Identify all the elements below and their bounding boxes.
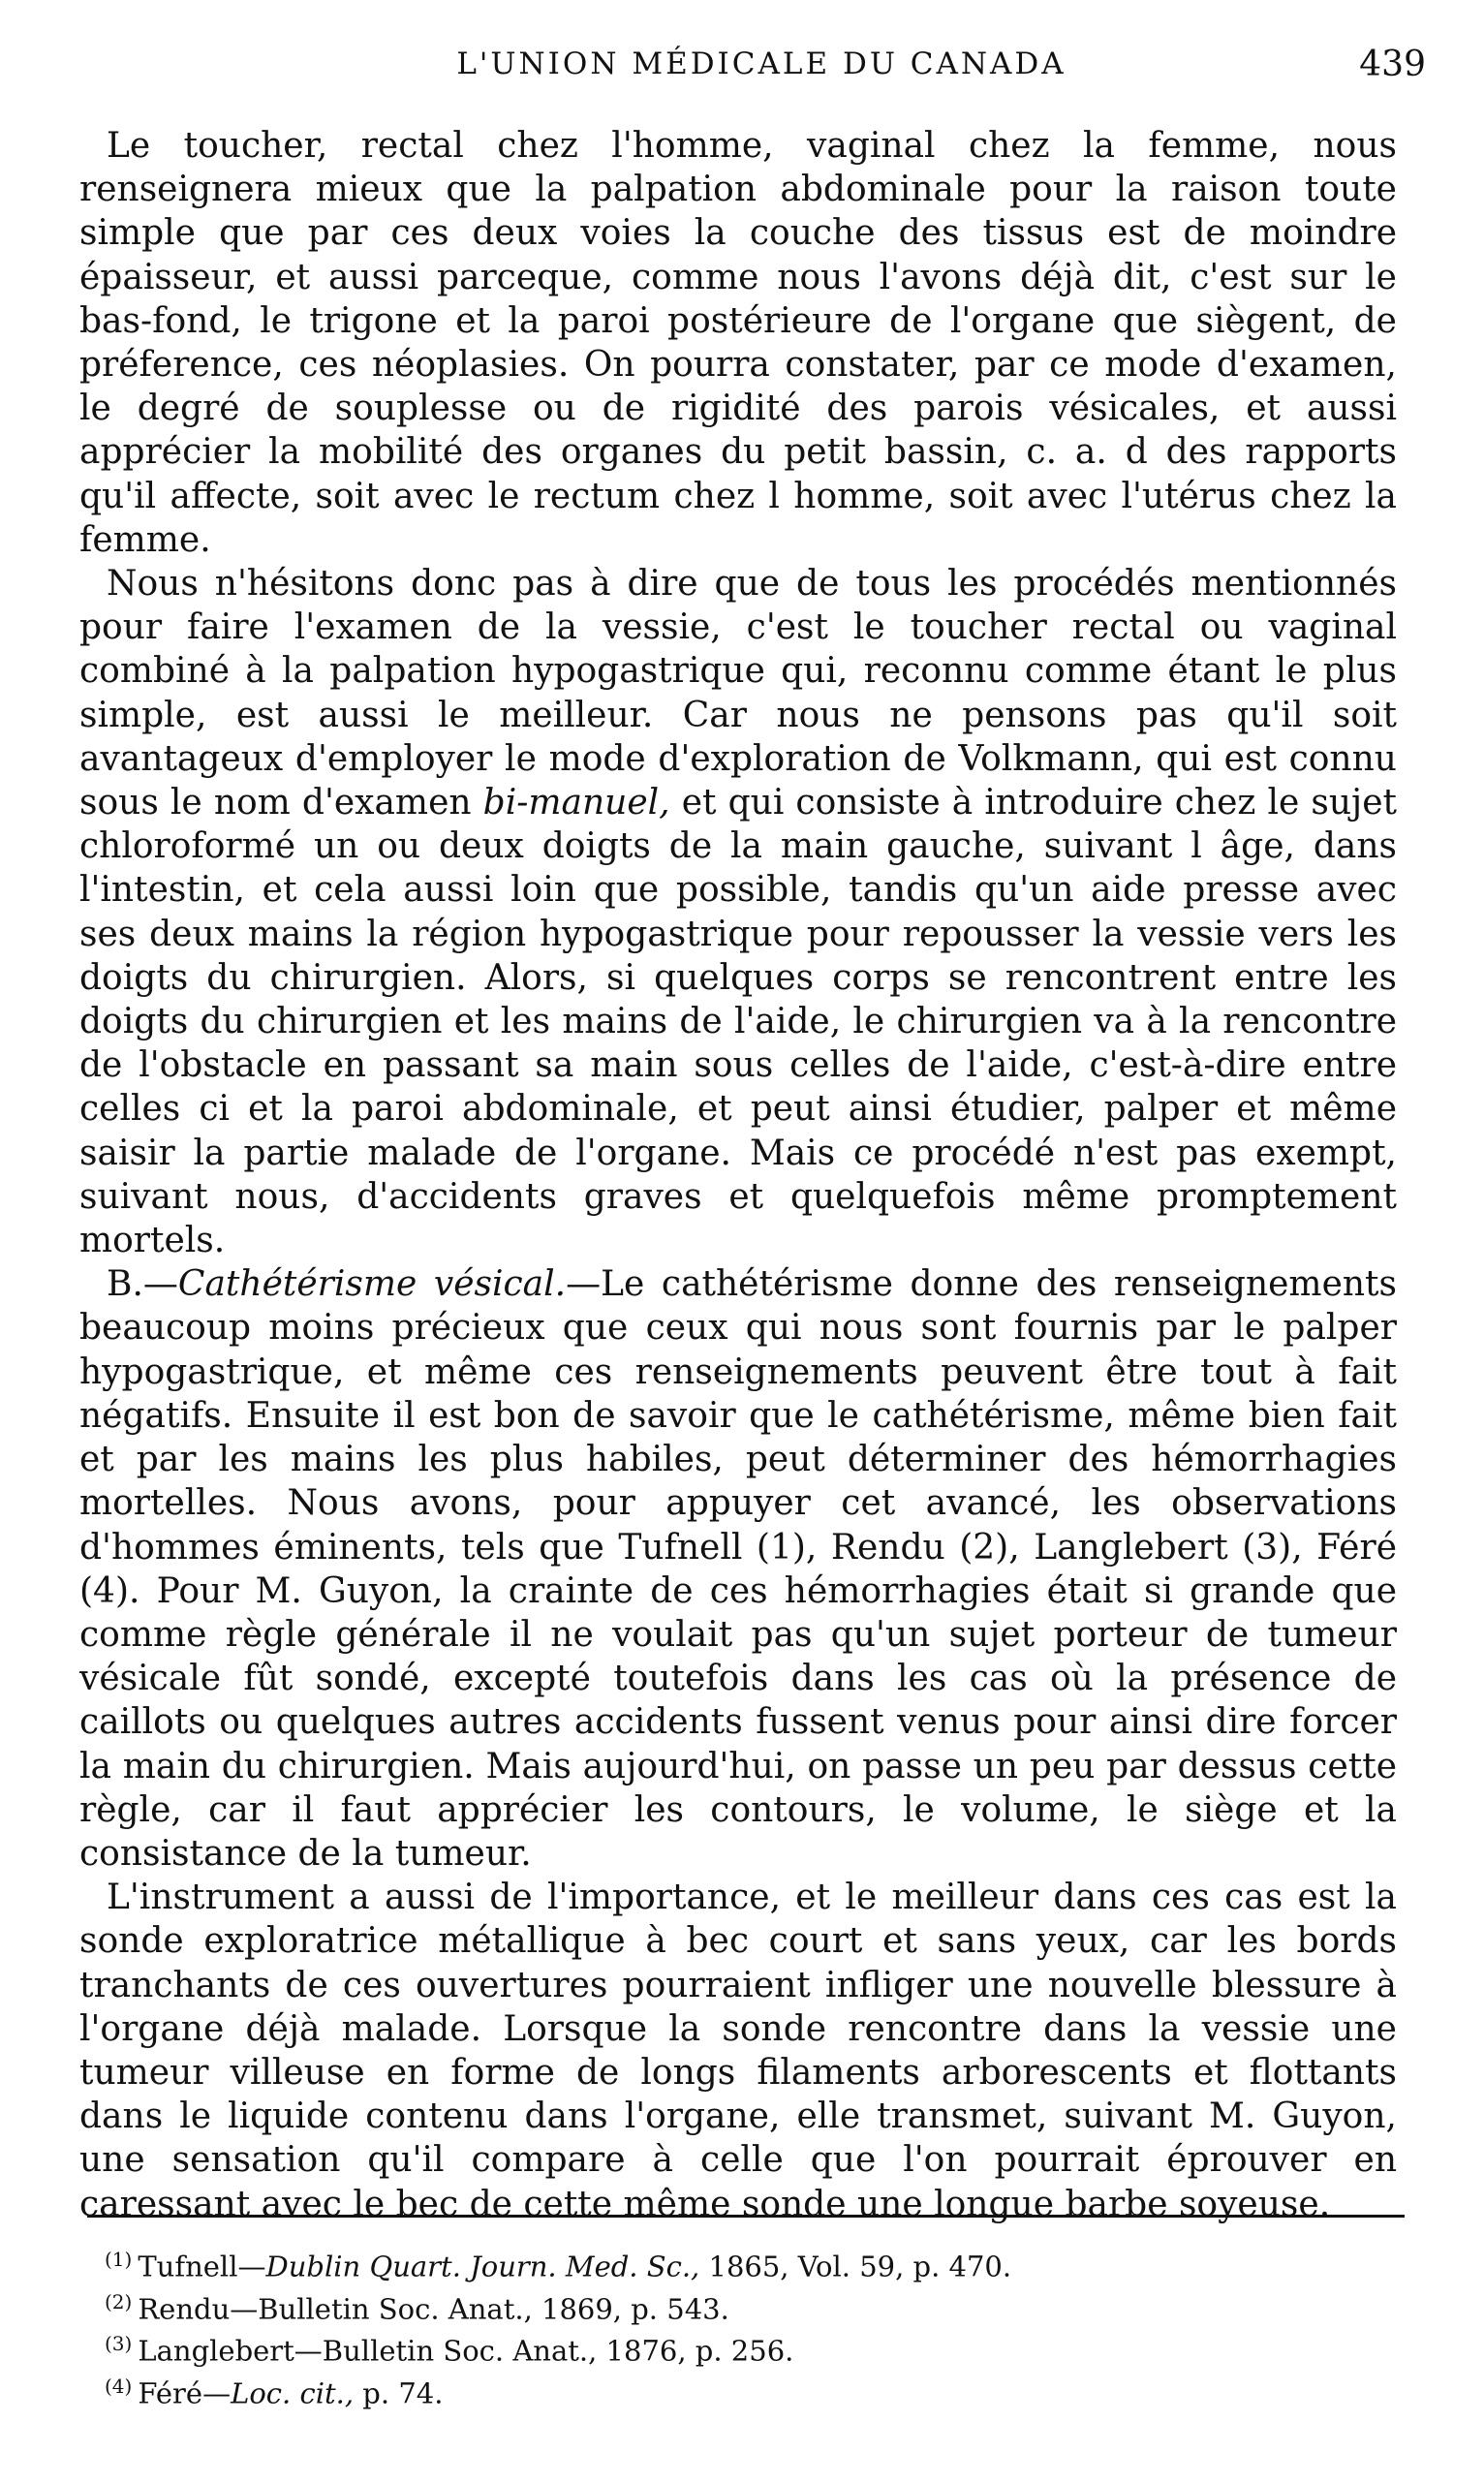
paragraph-2 bbox=[79, 562, 1397, 1262]
running-head: L'UNION MÉDICALE DU CANADA bbox=[456, 47, 1067, 81]
footnote-4 bbox=[105, 2369, 1383, 2411]
footnote-text: Langlebert—Bulletin Soc. Anat., 1876, p. 256. bbox=[138, 2334, 794, 2368]
footnote-emphasis: Dublin Quart. Journ. Med. Sc., bbox=[265, 2250, 700, 2283]
footnote-mark: (1) bbox=[105, 2248, 133, 2271]
footnote-text: Rendu—Bulletin Soc. Anat., 1869, p. 543. bbox=[138, 2292, 729, 2326]
paragraph-2-emphasis: bi-manuel, bbox=[482, 783, 670, 823]
paragraph-3-label: B.— bbox=[107, 1264, 178, 1305]
paragraph-4 bbox=[79, 1876, 1397, 2226]
body-text bbox=[79, 124, 1397, 2226]
footnote-mark: (3) bbox=[105, 2332, 133, 2356]
paragraph-4-text: L'instrument a aussi de l'importance, et le meilleur dans ces cas est la sonde exploratrice métallique à bec court et sans yeux, car les bords tranchants de ces ouvertures pourraient infliger une nouvelle blessure à l'organe déjà malade. Lorsque la sonde rencontre dans la vessie une tumeur villeuse en forme de longs filaments arborescents et flottants dans le liquide contenu dans l'organe, elle transmet, suivant M. Guyon, une sensation qu'il compare à celle que l'on pourrait éprouver en caressant avec le bec de cette même sonde une longue barbe soyeuse. bbox=[79, 1878, 1397, 2224]
footnote-3 bbox=[105, 2326, 1383, 2369]
footnote-mark: (4) bbox=[105, 2374, 133, 2398]
paragraph-3-emphasis: Cathétérisme vésical. bbox=[177, 1264, 567, 1305]
footnote-mark: (2) bbox=[105, 2289, 133, 2313]
footnote-text-after: p. 74. bbox=[354, 2376, 444, 2410]
footnote-text-after: 1865, Vol. 59, p. 470. bbox=[699, 2250, 1012, 2283]
footnote-emphasis: Loc. cit., bbox=[231, 2376, 355, 2410]
page-header bbox=[97, 47, 1426, 89]
footnote-1 bbox=[105, 2242, 1383, 2284]
footnote-divider bbox=[87, 2215, 1405, 2218]
paragraph-1 bbox=[79, 124, 1397, 562]
paragraph-3-text: —Le cathétérisme donne des renseignements beaucoup moins précieux que ceux qui nous sont fournis par le palper hypogastrique, et même ces renseignements peuvent être tout à fait négatifs. Ensuite il est bon de savoir que le cathétérisme, même bien fait et par les mains les plus habiles, peut déterminer des hémorrhagies mortelles. Nous avons, pour appuyer cet avancé, les observations d'hommes éminents, tels que Tufnell (1), Rendu (2), Langlebert (3), Féré (4). Pour M. Guyon, la crainte de ces hémorrhagies était si grande que comme règle générale il ne voulait pas qu'un sujet porteur de tumeur vésicale fût sondé, excepté toutefois dans les cas où la présence de caillots ou quelques autres accidents fussent venus pour ainsi dire forcer la main du chirurgien. Mais aujourd'hui, on passe un peu par dessus cette règle, car il faut apprécier les contours, le volume, le siège et la consistance de la tumeur. bbox=[79, 1264, 1397, 1874]
footnote-text: Tufnell— bbox=[138, 2250, 266, 2283]
paragraph-2-text-a: Nous n'hésitons donc pas à dire que de tous les procédés mentionnés pour faire l'examen de la vessie, c'est le toucher rectal ou vaginal combiné à la palpation hypogastrique qui, reconnu comme étant le plus simple, est aussi le meilleur. Car nous ne pensons pas qu'il soit avantageux d'employer le mode d'exploration de Volkmann, qui est connu sous le nom d'examen bbox=[79, 564, 1397, 823]
paragraph-2-text-b: et qui consiste à introduire chez le sujet chloroformé un ou deux doigts de la main gauche, suivant l âge, dans l'intestin, et cela aussi loin que possible, tandis qu'un aide presse avec ses deux mains la région hypogastrique pour repousser la vessie vers les doigts du chirurgien. Alors, si quelques corps se rencontrent entre les doigts du chirurgien et les mains de l'aide, le chirurgien va à la rencontre de l'obstacle en passant sa main sous celles de l'aide, c'est-à-dire entre celles ci et la paroi abdominale, et peut ainsi étudier, palper et même saisir la partie malade de l'organe. Mais ce procédé n'est pas exempt, suivant nous, d'accidents graves et quelquefois même promptement mortels. bbox=[79, 783, 1397, 1261]
footnotes bbox=[105, 2242, 1383, 2411]
paragraph-1-text: Le toucher, rectal chez l'homme, vaginal chez la femme, nous renseignera mieux que la palpation abdominale pour la raison toute simple que par ces deux voies la couche des tissus est de moindre épaisseur, et aussi parceque, comme nous l'avons déjà dit, c'est sur le bas-fond, le trigone et la paroi postérieure de l'organe que siègent, de préference, ces néoplasies. On pourra constater, par ce mode d'examen, le degré de souplesse ou de rigidité des parois vésicales, et aussi apprécier la mobilité des organes du petit bassin, c. a. d des rapports qu'il affecte, soit avec le rectum chez l homme, soit avec l'utérus chez la femme. bbox=[79, 126, 1397, 560]
page-number: 439 bbox=[1359, 45, 1426, 84]
footnote-text: Féré— bbox=[138, 2376, 232, 2410]
footnote-2 bbox=[105, 2284, 1383, 2327]
paragraph-3 bbox=[79, 1262, 1397, 1876]
